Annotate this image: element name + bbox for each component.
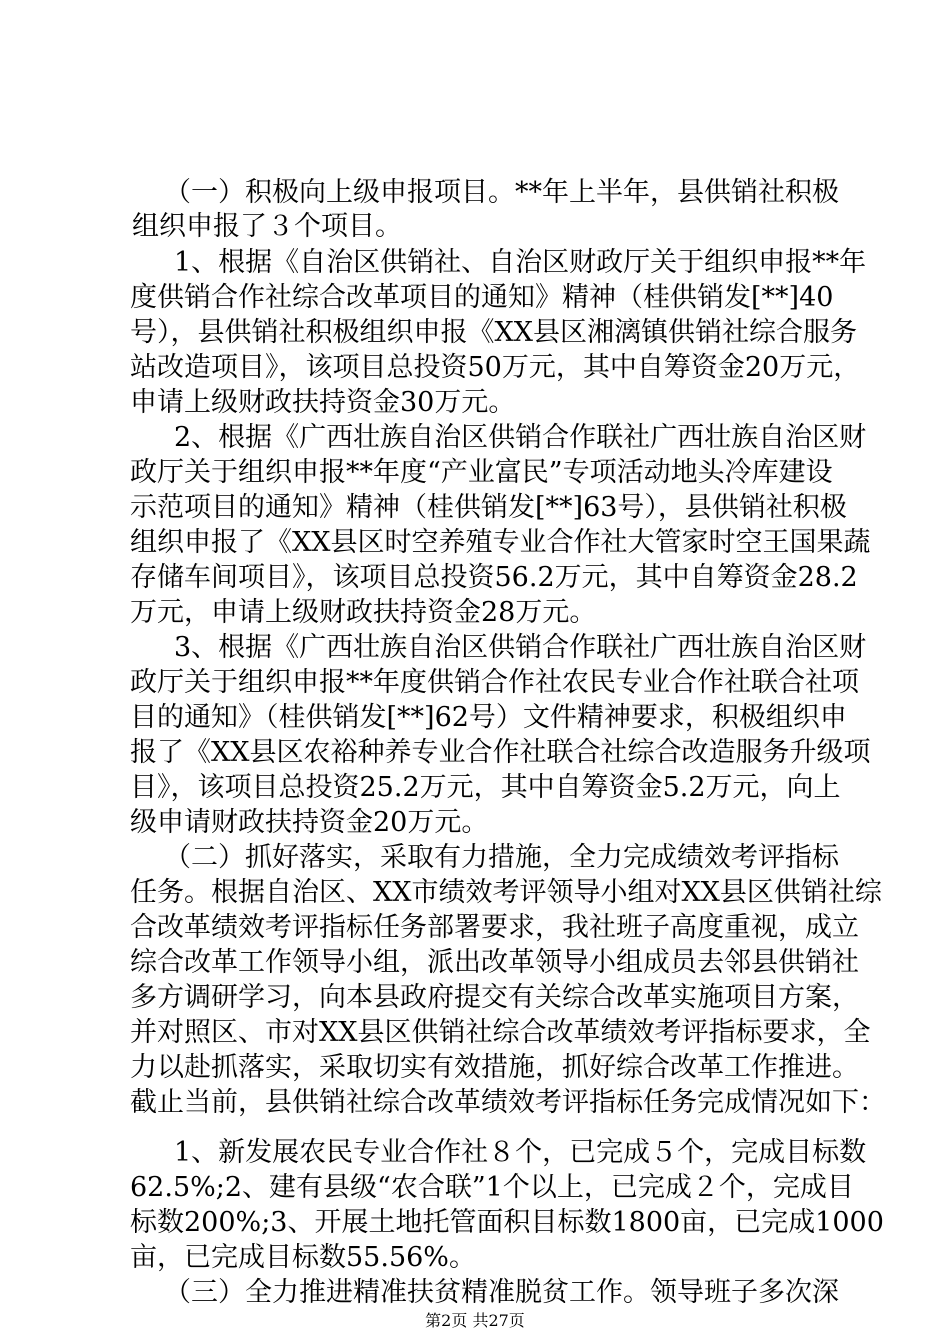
text-line: 截止当前，县供销社综合改革绩效考评指标任务完成情况如下：	[130, 1087, 886, 1118]
text-line: 2、根据《广西壮族自治区供销合作联社广西壮族自治区财	[174, 422, 867, 453]
text-line: 多方调研学习，向本县政府提交有关综合改革实施项目方案，	[130, 982, 859, 1013]
text-line: 亩，已完成目标数55.56%。	[130, 1242, 476, 1273]
text-line: 政厅关于组织申报**年度供销合作社农民专业合作社联合社项	[130, 667, 859, 698]
text-line: 合改革绩效考评指标任务部署要求，我社班子高度重视，成立	[130, 912, 859, 943]
page-number-footer: 第2页 共27页	[425, 1311, 525, 1330]
text-line: 报了《XX县区农裕种养专业合作社联合社综合改造服务升级项	[130, 737, 871, 768]
text-line: （三）全力推进精准扶贫精准脱贫工作。领导班子多次深	[164, 1277, 839, 1308]
text-line: 62.5%;2、建有县级“农合联”1个以上，已完成２个，完成目	[130, 1172, 854, 1203]
text-line: 力以赴抓落实，采取切实有效措施，抓好综合改革工作推进。	[130, 1052, 859, 1083]
text-line: 任务。根据自治区、XX市绩效考评领导小组对XX县区供销社综	[130, 877, 882, 908]
text-line: 1、新发展农民专业合作社８个，已完成５个，完成目标数	[174, 1137, 867, 1168]
text-line: 组织申报了《XX县区时空养殖专业合作社大管家时空王国果蔬	[130, 527, 871, 558]
text-line: （一）积极向上级申报项目。**年上半年，县供销社积极	[164, 177, 839, 208]
text-line: 万元，申请上级财政扶持资金28万元。	[130, 597, 597, 628]
text-line: 申请上级财政扶持资金30万元。	[130, 387, 516, 418]
text-line: 并对照区、市对XX县区供销社综合改革绩效考评指标要求，全	[130, 1017, 871, 1048]
text-line: 政厅关于组织申报**年度“产业富民”专项活动地头冷库建设	[130, 457, 833, 488]
text-line: 组织申报了３个项目。	[132, 211, 402, 242]
text-line: 综合改革工作领导小组，派出改革领导小组成员去邻县供销社	[130, 947, 859, 978]
text-line: （二）抓好落实，采取有力措施，全力完成绩效考评指标	[164, 842, 839, 873]
text-line: 目》，该项目总投资25.2万元，其中自筹资金5.2万元，向上	[130, 772, 841, 803]
text-line: 1、根据《自治区供销社、自治区财政厅关于组织申报**年	[174, 247, 867, 278]
text-line: 示范项目的通知》精神（桂供销发[**]63号），县供销社积极	[130, 492, 847, 523]
text-line: 目的通知》（桂供销发[**]62号）文件精神要求，积极组织申	[130, 702, 847, 733]
text-line: 标数200%;3、开展土地托管面积目标数1800亩，已完成1000	[130, 1207, 884, 1238]
text-line: 站改造项目》，该项目总投资50万元，其中自筹资金20万元，	[130, 352, 861, 383]
text-line: 号），县供销社积极组织申报《XX县区湘漓镇供销社综合服务	[130, 317, 857, 348]
text-line: 度供销合作社综合改革项目的通知》精神（桂供销发[**]40	[130, 282, 834, 313]
text-line: 存储车间项目》，该项目总投资56.2万元，其中自筹资金28.2	[130, 562, 858, 593]
text-line: 级申请财政扶持资金20万元。	[130, 807, 489, 838]
text-line: 3、根据《广西壮族自治区供销合作联社广西壮族自治区财	[174, 632, 867, 663]
